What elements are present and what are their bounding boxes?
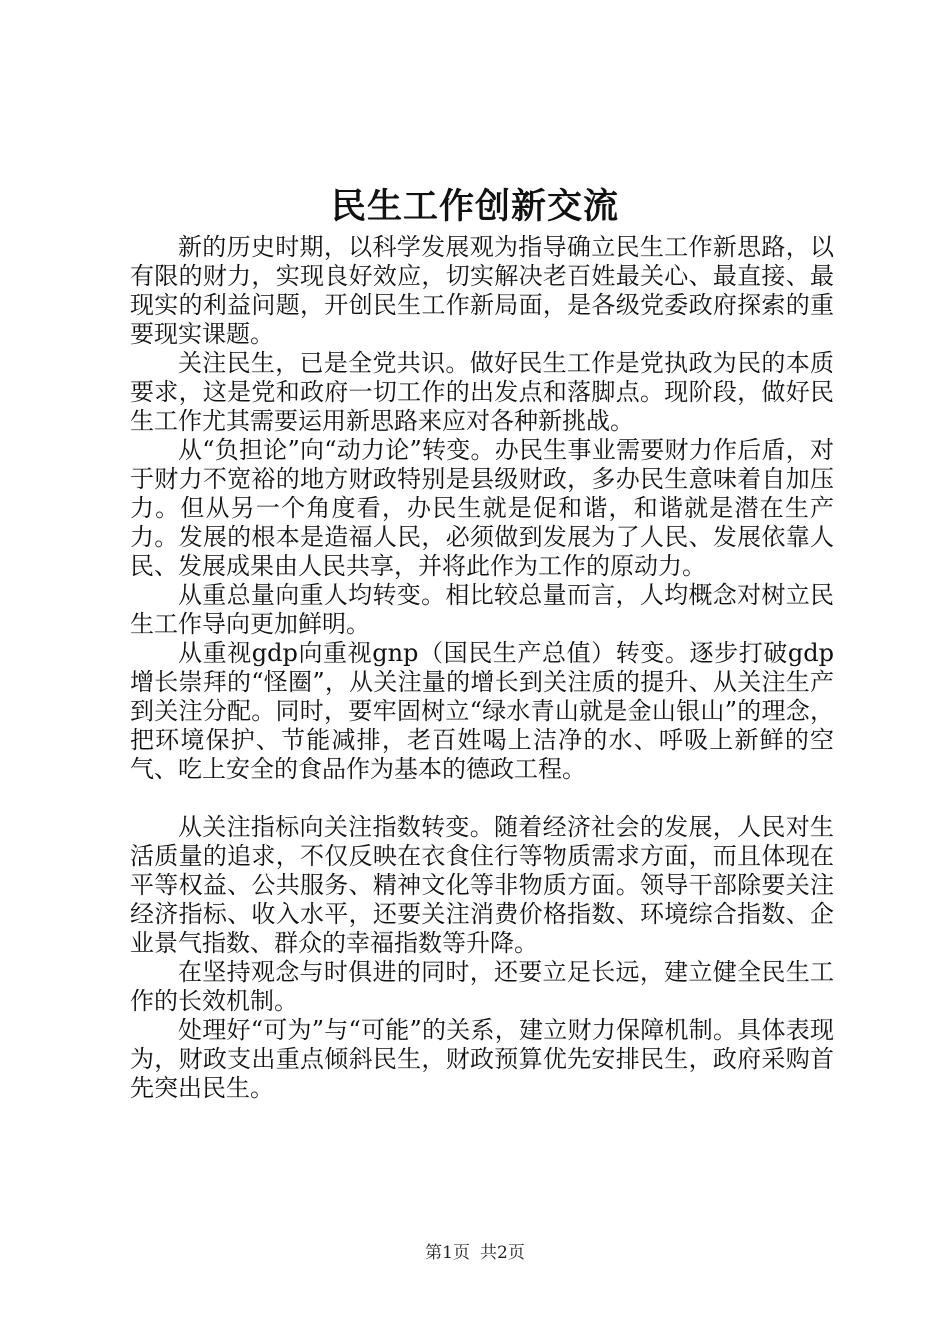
document-title: 民生工作创新交流	[330, 186, 619, 227]
paragraph: 从重总量向重人均转变。相比较总量而言，人均概念对树立民生工作导向更加鲜明。	[130, 581, 834, 638]
page-total: 共2页	[480, 1243, 525, 1263]
page-footer	[0, 1242, 950, 1264]
paragraph: 在坚持观念与时俱进的同时，还要立足长远，建立健全民生工作的长效机制。	[130, 958, 834, 1015]
paragraph: 从重视gdp向重视gnp（国民生产总值）转变。逐步打破gdp增长崇拜的“怪圈”，从关注量的增长到关注质的提升、从关注生产到关注分配。同时，要牢固树立“绿水青山就是金山银山”的理念，把环境保护、节能减排，老百姓喝上洁净的水、呼吸上新鲜的空气、吃上安全的食品作为基本的德政工程。	[130, 639, 834, 783]
paragraph: 从关注指标向关注指数转变。随着经济社会的发展，人民对生活质量的追求，不仅反映在衣食住行等物质需求方面，而且体现在平等权益、公共服务、精神文化等非物质方面。领导干部除要关注经济指标、收入水平，还要关注消费价格指数、环境综合指数、企业景气指数、群众的幸福指数等升降。	[130, 813, 834, 957]
paragraph-gap	[130, 784, 834, 813]
paragraph: 关注民生，已是全党共识。做好民生工作是党执政为民的本质要求，这是党和政府一切工作的出发点和落脚点。现阶段，做好民生工作尤其需要运用新思路来应对各种新挑战。	[130, 349, 834, 435]
paragraph: 新的历史时期，以科学发展观为指导确立民生工作新思路，以有限的财力，实现良好效应，切实解决老百姓最关心、最直接、最现实的利益问题，开创民生工作新局面，是各级党委政府探索的重要现实课题。	[130, 233, 834, 348]
paragraph: 处理好“可为”与“可能”的关系，建立财力保障机制。具体表现为，财政支出重点倾斜民生，财政预算优先安排民生，政府采购首先突出民生。	[130, 1016, 834, 1102]
page-number: 第1页	[425, 1243, 470, 1263]
paragraph: 从“负担论”向“动力论”转变。办民生事业需要财力作后盾，对于财力不宽裕的地方财政特别是县级财政，多办民生意味着自加压力。但从另一个角度看，办民生就是促和谐，和谐就是潜在生产力。发展的根本是造福人民，必须做到发展为了人民、发展依靠人民、发展成果由人民共享，并将此作为工作的原动力。	[130, 436, 834, 580]
document-body	[130, 233, 834, 1103]
